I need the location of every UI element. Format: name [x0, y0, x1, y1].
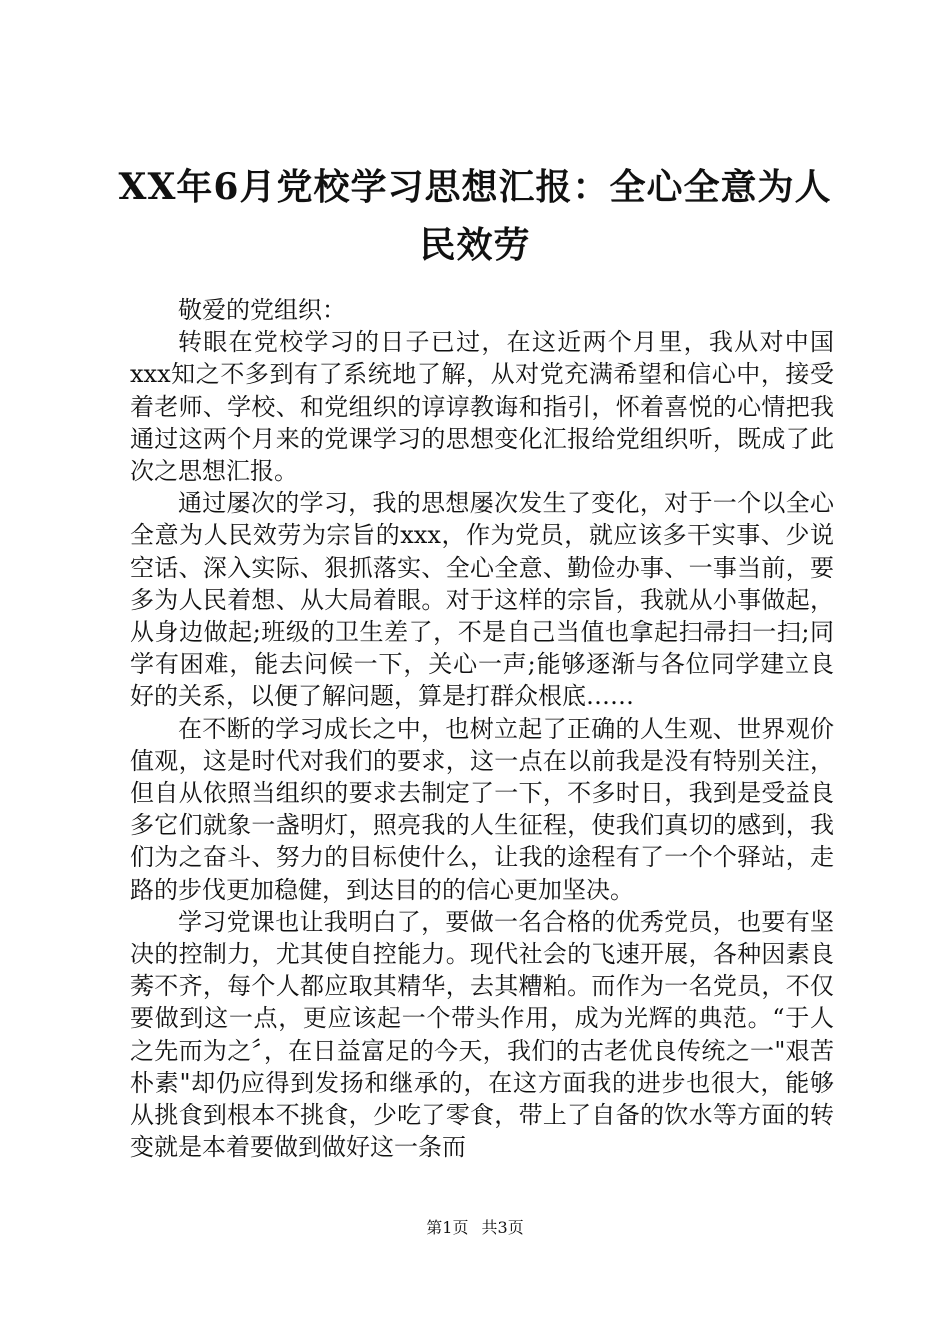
document-body	[130, 294, 834, 1163]
paragraph: 转眼在党校学习的日子已过，在这近两个月里，我从对中国xxx知之不多到有了系统地了解，从对党充满希望和信心中，接受着老师、学校、和党组织的谆谆教诲和指引，怀着喜悦的心情把我通过这两个月来的党课学习的思想变化汇报给党组织听，既成了此次之思想汇报。	[130, 328, 834, 486]
page-footer	[0, 1218, 950, 1238]
paragraph: 学习党课也让我明白了，要做一名合格的优秀党员，也要有坚决的控制力，尤其使自控能力。现代社会的飞速开展，各种因素良莠不齐，每个人都应取其精华，去其糟粕。而作为一名党员，不仅要做到这一点，更应该起一个带头作用，成为光辉的典范。“于人之先而为之〞，在日益富足的今天，我们的古老优良传统之一"艰苦朴素"却仍应得到发扬和继承的，在这方面我的进步也很大，能够从挑食到根本不挑食，少吃了零食，带上了自备的饮水等方面的转变就是本着要做到做好这一条而	[130, 907, 834, 1162]
page-number: 第1页	[426, 1218, 469, 1237]
page-total: 共3页	[481, 1218, 524, 1237]
salutation: 敬爱的党组织：	[178, 296, 346, 324]
paragraph: 在不断的学习成长之中，也树立起了正确的人生观、世界观价值观，这是时代对我们的要求，这一点在以前我是没有特别关注，但自从依照当组织的要求去制定了一下，不多时日，我到是受益良多它们就象一盏明灯，照亮我的人生征程，使我们真切的感到，我们为之奋斗、努力的目标使什么，让我的途程有了一个个驿站，走路的步伐更加稳健，到达目的的信心更加坚决。	[130, 714, 834, 904]
document-title: XX年6月党校学习思想汇报：全心全意为人民效劳	[118, 166, 832, 266]
paragraph: 通过屡次的学习，我的思想屡次发生了变化，对于一个以全心全意为人民效劳为宗旨的xxx，作为党员，就应该多干实事、少说空话、深入实际、狠抓落实、全心全意、勤俭办事、一事当前，要多为人民着想、从大局着眼。对于这样的宗旨，我就从小事做起，从身边做起;班级的卫生差了，不是自己当值也拿起扫帚扫一扫;同学有困难，能去问候一下，关心一声;能够逐渐与各位同学建立良好的关系，以便了解问题，算是打群众根底……	[130, 489, 834, 711]
